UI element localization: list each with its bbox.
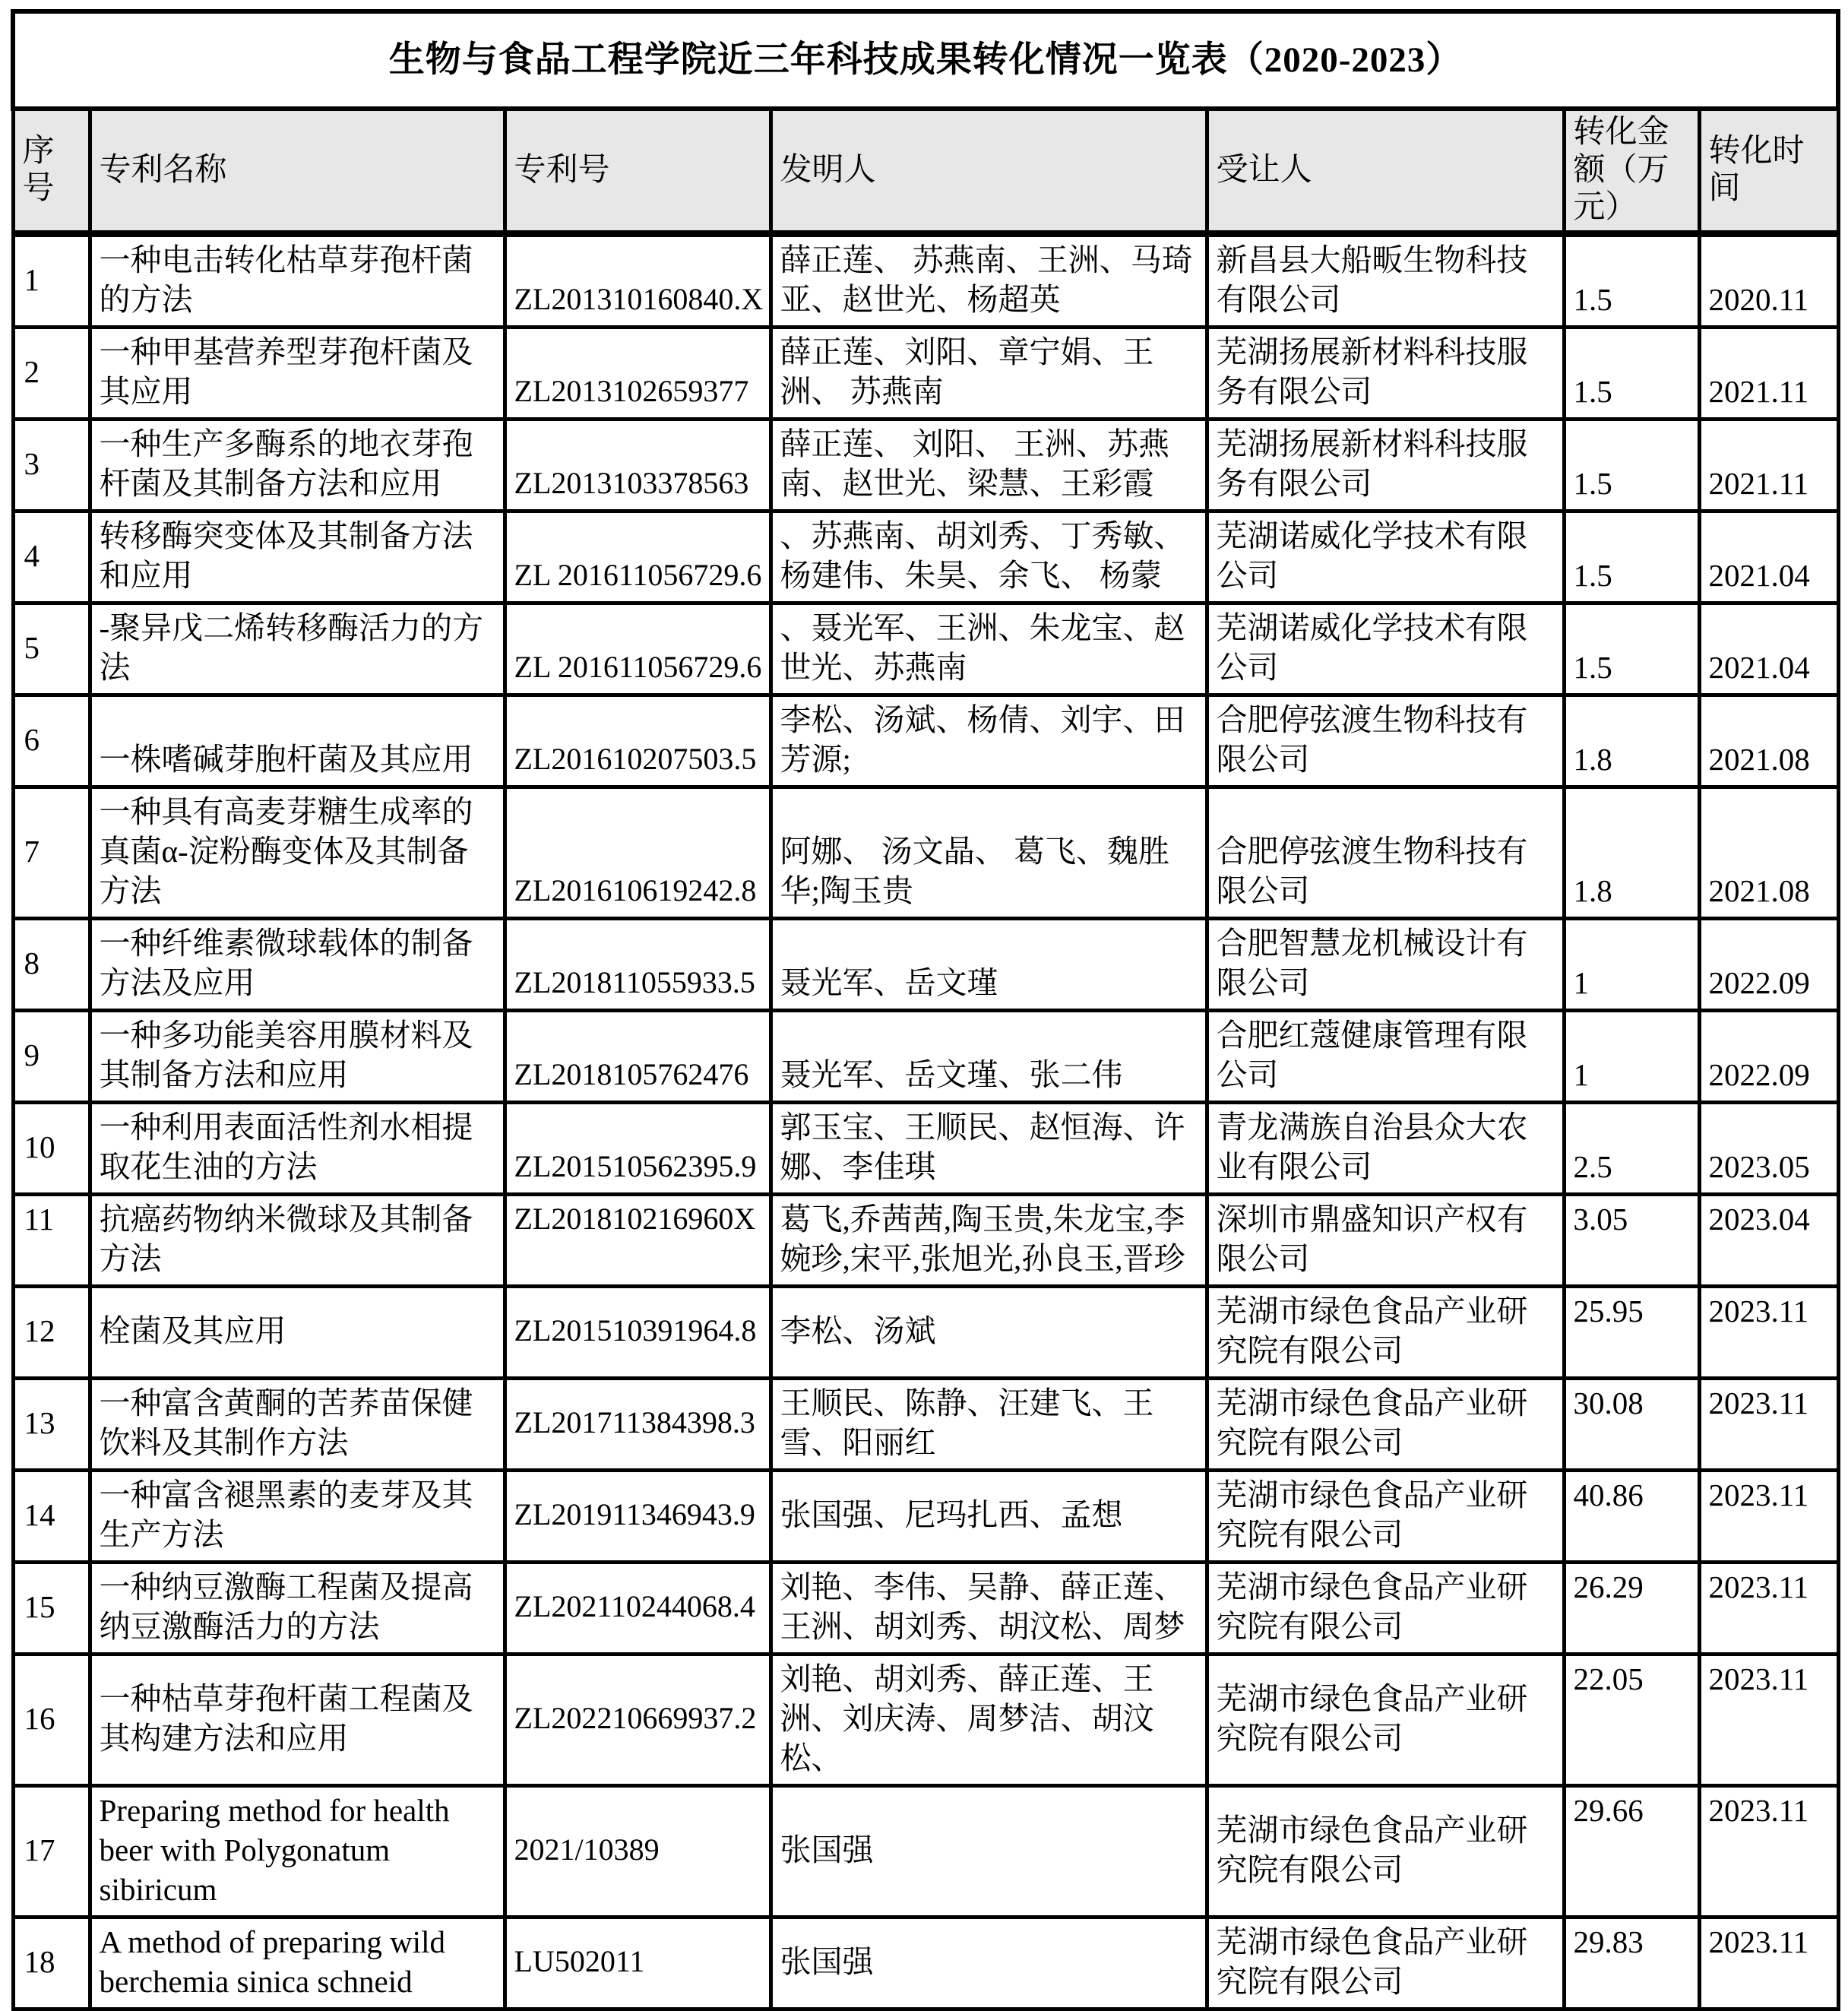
- cell-patent-name: -聚异戊二烯转移酶活力的方法: [90, 603, 505, 695]
- table-row: [13, 1102, 1838, 1194]
- cell-patent-name: 一种富含黄酮的苦荞苗保健饮料及其制作方法: [90, 1378, 505, 1470]
- cell-date: 2023.04: [1699, 1194, 1838, 1286]
- table-row: [13, 1654, 1838, 1785]
- cell-serial-number: 9: [13, 1010, 90, 1102]
- cell-date: 2023.11: [1699, 1378, 1838, 1470]
- cell-patent-number: ZL2018105762476: [505, 1010, 771, 1102]
- cell-inventors: 张国强、尼玛扎西、孟想: [771, 1470, 1207, 1562]
- cell-patent-name: 一种枯草芽孢杆菌工程菌及其构建方法和应用: [90, 1654, 505, 1785]
- cell-date: 2021.04: [1699, 603, 1838, 695]
- cell-assignee: 芜湖扬展新材料科技服务有限公司: [1207, 419, 1564, 511]
- table-row: [13, 1286, 1838, 1378]
- column-header-amount: 转化金额（万元）: [1564, 109, 1699, 233]
- cell-amount: 1.8: [1564, 695, 1699, 787]
- cell-patent-number: ZL202210669937.2: [505, 1654, 771, 1785]
- cell-serial-number: 4: [13, 511, 90, 603]
- cell-amount: 1: [1564, 918, 1699, 1010]
- cell-patent-name: 一种多功能美容用膜材料及其制备方法和应用: [90, 1010, 505, 1102]
- cell-inventors: 李松、汤斌、杨倩、刘宇、田芳源;: [771, 695, 1207, 787]
- table-row: [13, 419, 1838, 511]
- cell-patent-number: ZL 201611056729.6: [505, 511, 771, 603]
- cell-serial-number: 17: [13, 1785, 90, 1917]
- cell-amount: 3.05: [1564, 1194, 1699, 1286]
- cell-assignee: 青龙满族自治县众大农业有限公司: [1207, 1102, 1564, 1194]
- table-row: [13, 327, 1838, 419]
- cell-amount: 26.29: [1564, 1562, 1699, 1654]
- column-header-inventors: 发明人: [771, 109, 1207, 233]
- table-row: [13, 695, 1838, 787]
- cell-patent-number: ZL2013103378563: [505, 419, 771, 511]
- cell-serial-number: 3: [13, 419, 90, 511]
- cell-date: 2022.09: [1699, 918, 1838, 1010]
- cell-assignee: 深圳市鼎盛知识产权有限公司: [1207, 1194, 1564, 1286]
- cell-amount: 1.5: [1564, 327, 1699, 419]
- table-row: [13, 233, 1838, 327]
- table-body: [13, 233, 1838, 2009]
- cell-serial-number: 16: [13, 1654, 90, 1785]
- cell-patent-number: ZL201510391964.8: [505, 1286, 771, 1378]
- cell-date: 2023.05: [1699, 1102, 1838, 1194]
- cell-assignee: 芜湖市绿色食品产业研究院有限公司: [1207, 1654, 1564, 1785]
- cell-serial-number: 2: [13, 327, 90, 419]
- cell-patent-number: ZL2013102659377: [505, 327, 771, 419]
- table-row: [13, 787, 1838, 918]
- cell-amount: 1.5: [1564, 419, 1699, 511]
- cell-amount: 40.86: [1564, 1470, 1699, 1562]
- cell-patent-number: ZL202110244068.4: [505, 1562, 771, 1654]
- cell-amount: 30.08: [1564, 1378, 1699, 1470]
- cell-inventors: 张国强: [771, 1917, 1207, 2009]
- cell-serial-number: 8: [13, 918, 90, 1010]
- cell-amount: 1.5: [1564, 511, 1699, 603]
- cell-amount: 2.5: [1564, 1102, 1699, 1194]
- cell-date: 2021.04: [1699, 511, 1838, 603]
- cell-inventors: 聂光军、岳文瑾: [771, 918, 1207, 1010]
- column-header-serial: 序号: [13, 109, 90, 233]
- cell-patent-name: 一种电击转化枯草芽孢杆菌的方法: [90, 233, 505, 327]
- cell-patent-name: 一种纳豆激酶工程菌及提高纳豆激酶活力的方法: [90, 1562, 505, 1654]
- cell-date: 2020.11: [1699, 233, 1838, 327]
- cell-date: 2023.11: [1699, 1917, 1838, 2009]
- title-row: [13, 11, 1838, 109]
- cell-patent-name: 一株嗜碱芽胞杆菌及其应用: [90, 695, 505, 787]
- cell-assignee: 新昌县大船畈生物科技有限公司: [1207, 233, 1564, 327]
- cell-inventors: 郭玉宝、王顺民、赵恒海、许娜、李佳琪: [771, 1102, 1207, 1194]
- cell-date: 2022.09: [1699, 1010, 1838, 1102]
- cell-patent-number: ZL201510562395.9: [505, 1102, 771, 1194]
- cell-amount: 1.5: [1564, 233, 1699, 327]
- cell-date: 2021.08: [1699, 695, 1838, 787]
- page-title: 生物与食品工程学院近三年科技成果转化情况一览表（2020-2023）: [13, 11, 1838, 109]
- cell-inventors: 薛正莲、刘阳、章宁娟、王洲、 苏燕南: [771, 327, 1207, 419]
- cell-patent-name: A method of preparing wild berchemia sinica schneid: [90, 1917, 505, 2009]
- cell-inventors: 李松、汤斌: [771, 1286, 1207, 1378]
- cell-date: 2023.11: [1699, 1470, 1838, 1562]
- cell-assignee: 芜湖市绿色食品产业研究院有限公司: [1207, 1470, 1564, 1562]
- cell-assignee: 芜湖诺威化学技术有限公司: [1207, 603, 1564, 695]
- cell-inventors: 刘艳、胡刘秀、薛正莲、王洲、刘庆涛、周梦洁、胡汶松、: [771, 1654, 1207, 1785]
- cell-assignee: 芜湖市绿色食品产业研究院有限公司: [1207, 1785, 1564, 1917]
- cell-patent-number: ZL201810216960X: [505, 1194, 771, 1286]
- cell-patent-number: ZL 201611056729.6: [505, 603, 771, 695]
- cell-serial-number: 14: [13, 1470, 90, 1562]
- cell-amount: 1.5: [1564, 603, 1699, 695]
- column-header-assignee: 受让人: [1207, 109, 1564, 233]
- table-row: [13, 1917, 1838, 2009]
- document-sheet: [11, 9, 1840, 2011]
- cell-amount: 22.05: [1564, 1654, 1699, 1785]
- cell-date: 2021.08: [1699, 787, 1838, 918]
- cell-date: 2021.11: [1699, 327, 1838, 419]
- table-row: [13, 603, 1838, 695]
- cell-inventors: 张国强: [771, 1785, 1207, 1917]
- cell-serial-number: 10: [13, 1102, 90, 1194]
- cell-amount: 29.66: [1564, 1785, 1699, 1917]
- table-row: [13, 1010, 1838, 1102]
- cell-amount: 1.8: [1564, 787, 1699, 918]
- cell-inventors: 葛飞,乔茜茜,陶玉贵,朱龙宝,李婉珍,宋平,张旭光,孙良玉,晋珍: [771, 1194, 1207, 1286]
- cell-date: 2023.11: [1699, 1654, 1838, 1785]
- cell-patent-name: 一种纤维素微球载体的制备方法及应用: [90, 918, 505, 1010]
- table-row: [13, 1470, 1838, 1562]
- table-row: [13, 1785, 1838, 1917]
- cell-assignee: 合肥红蔻健康管理有限公司: [1207, 1010, 1564, 1102]
- cell-patent-name: 抗癌药物纳米微球及其制备方法: [90, 1194, 505, 1286]
- cell-serial-number: 6: [13, 695, 90, 787]
- cell-serial-number: 18: [13, 1917, 90, 2009]
- cell-amount: 29.83: [1564, 1917, 1699, 2009]
- cell-patent-name: 栓菌及其应用: [90, 1286, 505, 1378]
- cell-assignee: 芜湖市绿色食品产业研究院有限公司: [1207, 1562, 1564, 1654]
- column-header-patent-number: 专利号: [505, 109, 771, 233]
- cell-patent-number: 2021/10389: [505, 1785, 771, 1917]
- cell-patent-number: LU502011: [505, 1917, 771, 2009]
- column-header-patent-name: 专利名称: [90, 109, 505, 233]
- cell-patent-number: ZL201610619242.8: [505, 787, 771, 918]
- cell-assignee: 合肥停弦渡生物科技有限公司: [1207, 695, 1564, 787]
- cell-serial-number: 7: [13, 787, 90, 918]
- cell-assignee: 芜湖诺威化学技术有限公司: [1207, 511, 1564, 603]
- cell-serial-number: 13: [13, 1378, 90, 1470]
- cell-date: 2023.11: [1699, 1785, 1838, 1917]
- cell-serial-number: 12: [13, 1286, 90, 1378]
- cell-patent-number: ZL201610207503.5: [505, 695, 771, 787]
- table-row: [13, 1378, 1838, 1470]
- patents-table: [11, 9, 1840, 2011]
- cell-inventors: 薛正莲、 刘阳、 王洲、苏燕南、赵世光、梁慧、王彩霞: [771, 419, 1207, 511]
- cell-serial-number: 1: [13, 233, 90, 327]
- column-header-date: 转化时间: [1699, 109, 1838, 233]
- cell-assignee: 芜湖市绿色食品产业研究院有限公司: [1207, 1378, 1564, 1470]
- cell-inventors: 阿娜、 汤文晶、 葛飞、魏胜华;陶玉贵: [771, 787, 1207, 918]
- cell-date: 2023.11: [1699, 1286, 1838, 1378]
- cell-serial-number: 15: [13, 1562, 90, 1654]
- table-header: [13, 11, 1838, 233]
- cell-patent-name: 一种具有高麦芽糖生成率的真菌α-淀粉酶变体及其制备方法: [90, 787, 505, 918]
- cell-amount: 1: [1564, 1010, 1699, 1102]
- cell-amount: 25.95: [1564, 1286, 1699, 1378]
- cell-assignee: 芜湖扬展新材料科技服务有限公司: [1207, 327, 1564, 419]
- cell-inventors: 刘艳、李伟、吴静、薛正莲、王洲、胡刘秀、胡汶松、周梦: [771, 1562, 1207, 1654]
- column-header-row: [13, 109, 1838, 233]
- cell-assignee: 芜湖市绿色食品产业研究院有限公司: [1207, 1286, 1564, 1378]
- cell-patent-name: 一种甲基营养型芽孢杆菌及其应用: [90, 327, 505, 419]
- cell-patent-name: 一种富含褪黑素的麦芽及其生产方法: [90, 1470, 505, 1562]
- cell-date: 2021.11: [1699, 419, 1838, 511]
- cell-patent-number: ZL201911346943.9: [505, 1470, 771, 1562]
- cell-patent-number: ZL201811055933.5: [505, 918, 771, 1010]
- table-row: [13, 1562, 1838, 1654]
- cell-patent-name: 一种利用表面活性剂水相提取花生油的方法: [90, 1102, 505, 1194]
- cell-inventors: 聂光军、岳文瑾、张二伟: [771, 1010, 1207, 1102]
- cell-inventors: 王顺民、陈静、汪建飞、王雪、阳丽红: [771, 1378, 1207, 1470]
- cell-assignee: 合肥智慧龙机械设计有限公司: [1207, 918, 1564, 1010]
- cell-date: 2023.11: [1699, 1562, 1838, 1654]
- cell-patent-number: ZL201310160840.X: [505, 233, 771, 327]
- table-row: [13, 918, 1838, 1010]
- cell-serial-number: 5: [13, 603, 90, 695]
- table-row: [13, 1194, 1838, 1286]
- cell-patent-name: 转移酶突变体及其制备方法和应用: [90, 511, 505, 603]
- cell-inventors: 薛正莲、 苏燕南、王洲、马琦亚、赵世光、杨超英: [771, 233, 1207, 327]
- cell-serial-number: 11: [13, 1194, 90, 1286]
- cell-patent-name: 一种生产多酶系的地衣芽孢杆菌及其制备方法和应用: [90, 419, 505, 511]
- cell-assignee: 芜湖市绿色食品产业研究院有限公司: [1207, 1917, 1564, 2009]
- cell-assignee: 合肥停弦渡生物科技有限公司: [1207, 787, 1564, 918]
- cell-patent-name: Preparing method for health beer with Polygonatum sibiricum: [90, 1785, 505, 1917]
- cell-inventors: 、苏燕南、胡刘秀、丁秀敏、杨建伟、朱昊、余飞、 杨蒙: [771, 511, 1207, 603]
- cell-patent-number: ZL201711384398.3: [505, 1378, 771, 1470]
- table-row: [13, 511, 1838, 603]
- cell-inventors: 、聂光军、王洲、朱龙宝、赵世光、苏燕南: [771, 603, 1207, 695]
